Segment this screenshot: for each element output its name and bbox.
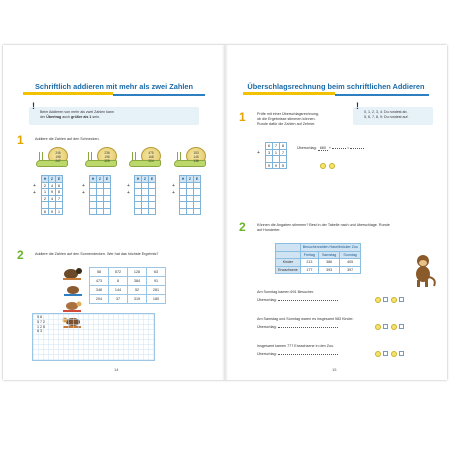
snail-1: 246 198 247	[36, 147, 70, 169]
smiley-happy-icon[interactable]	[320, 163, 326, 169]
estimate-label-1[interactable]: Überschlag:	[257, 298, 339, 303]
zoo-visitors-table: Besucherzahlen Haselbrücker Zoo Freitag Samstag Sonntag Kinder 213 386 405 Erwachsene 177 393 397	[275, 243, 361, 274]
estimate-line-1[interactable]: Überschlag: 680 + =	[297, 146, 365, 151]
rounding-hint-line-1: 0, 1, 2, 3, 4: Du rundest ab.	[364, 110, 408, 114]
left-page: Schriftlich addieren mit mehr als zwei Zahlen ! Beim Addieren von mehr als zwei Zahlen kann der Übertrag auch größer als 1 sein. 1 Addiere die Zahlen auf den Schnecken. 246 198 247 236 196 325 475 168 224 153 145 136 + + H Z E 2 4 6 1 9 8 2 4 7 6 9 1 + + H Z E + + H Z E + + H Z E 2 Addiere die Zahlen auf den Sonnendecken. Wer hat das höchste Ergebnis? 58 572 128 63 473 8 384 91 348 144 52 281 204 37 319 180 5 8 5 7 2 1 2 8 6 3 14	[3, 45, 225, 380]
checkbox-wrong[interactable]	[399, 351, 404, 356]
statement-3: Insgesamt kamen 777 Erwachsene in den Zoo.	[257, 344, 335, 348]
calculation-grid-entries: 5 8 5 7 2 1 2 8 6 3	[37, 315, 45, 334]
checkbox-wrong[interactable]	[399, 297, 404, 302]
title-underline-blue-right	[335, 94, 429, 96]
checkbox-correct[interactable]	[383, 351, 388, 356]
calculation-grid[interactable]	[32, 313, 155, 361]
snail-2: 236 196 325	[85, 147, 119, 169]
smiley-sad-icon[interactable]	[329, 163, 335, 169]
estimate-grid: 6 7 8 3 1 7 9 9 5	[265, 142, 287, 169]
task-2-text-right: Können die Angaben stimmen? Best in der Tabelle nach und überschlage. Runde auf Hunderter.	[257, 223, 390, 232]
rounding-hint-line-2: 5, 6, 7, 8, 9: Du rundest auf.	[364, 115, 409, 120]
addition-grid-1: H Z E 2 4 6 1 9 8 2 4 7 6 9 1	[41, 175, 63, 215]
checkbox-correct[interactable]	[383, 324, 388, 329]
addition-grid-3[interactable]: H Z E	[134, 175, 156, 215]
smiley-sad-icon[interactable]	[391, 351, 397, 357]
task-number-2: 2	[17, 248, 24, 262]
exclamation-icon: !	[356, 101, 359, 111]
hint-box	[29, 101, 199, 125]
smiley-sad-icon[interactable]	[391, 324, 397, 330]
estimate-label-2[interactable]: Überschlag:	[257, 325, 339, 330]
task-number-2-right: 2	[239, 220, 246, 234]
smiley-happy-icon[interactable]	[375, 297, 381, 303]
checkbox-wrong[interactable]	[399, 324, 404, 329]
hint-line-2: der Übertrag auch größer als 1 sein.	[40, 115, 100, 120]
task-1-text: Addiere die Zahlen auf den Schnecken.	[35, 137, 100, 141]
statement-2: Am Samstag und Sonntag waren es insgesamt 983 Kinder.	[257, 317, 354, 321]
task-number-1: 1	[17, 133, 24, 147]
monkey-illustration	[410, 253, 438, 287]
task-number-1-right: 1	[239, 110, 246, 124]
statement-1: Am Sonntag kamen 691 Besucher.	[257, 290, 314, 294]
title-underline-yellow	[23, 92, 113, 95]
checkbox-correct[interactable]	[383, 297, 388, 302]
snail-4: 153 145 136	[174, 147, 208, 169]
title-underline-yellow-right	[243, 92, 335, 95]
addition-grid-4[interactable]: H Z E	[179, 175, 201, 215]
right-page: Überschlagsrechnung beim schriftlichen Addieren 1 Prüfe mit einer Überschlagsrechnung, ob die Ergebnisse stimmen können. Runde dafür die Zahlen auf Zehner. ! 0, 1, 2, 3, 4: Du rundest ab. 5, 6, 7, 8, 9: Du rundest auf. + 6 7 8 3 1 7 9 9 5 Überschlag: 680 + = 2 Können die Angaben stimmen? Best in der Tabelle nach und überschlage. Runde auf Hunderter. Besucherzahlen Haselbrücker Zoo Freitag Samstag Sonntag Kinder 213 386 405 Erwachsene 177 393 397 Am Sonntag kamen 691 Besucher. Überschlag: Am Samstag und Sonntag waren es insgesamt 983 Kinder. Überschlag: Insgesamt kamen 777 Erwachsene in den Zoo. Überschlag: 15	[225, 45, 447, 380]
exclamation-icon: !	[32, 101, 35, 111]
estimate-label-3[interactable]: Überschlag:	[257, 352, 339, 357]
deckchair-numbers-table: 58 572 128 63 473 8 384 91 348 144 52 281 204 37 319 180	[89, 267, 166, 304]
smiley-sad-icon[interactable]	[391, 297, 397, 303]
task-1-text-right: Prüfe mit einer Überschlagsrechnung, ob die Ergebnisse stimmen können. Runde dafür die Zahlen auf Zehner.	[257, 112, 319, 126]
smiley-happy-icon[interactable]	[375, 351, 381, 357]
title-underline-blue	[113, 94, 205, 96]
page-number-right: 15	[332, 367, 337, 372]
hint-line-1: Beim Addieren von mehr als zwei Zahlen kann	[40, 110, 114, 114]
right-page-title: Überschlagsrechnung beim schriftlichen Addieren	[247, 82, 425, 91]
task-2-text: Addiere die Zahlen auf den Sonnendecken. Wer hat das höchste Ergebnis?	[35, 252, 159, 256]
page-number-left: 14	[114, 367, 119, 372]
smiley-happy-icon[interactable]	[375, 324, 381, 330]
snail-3: 475 168 224	[129, 147, 163, 169]
rounding-hint-box	[353, 101, 433, 125]
left-page-title: Schriftlich addieren mit mehr als zwei Zahlen	[34, 82, 194, 91]
addition-grid-2[interactable]: H Z E	[89, 175, 111, 215]
book-spread	[3, 45, 447, 380]
